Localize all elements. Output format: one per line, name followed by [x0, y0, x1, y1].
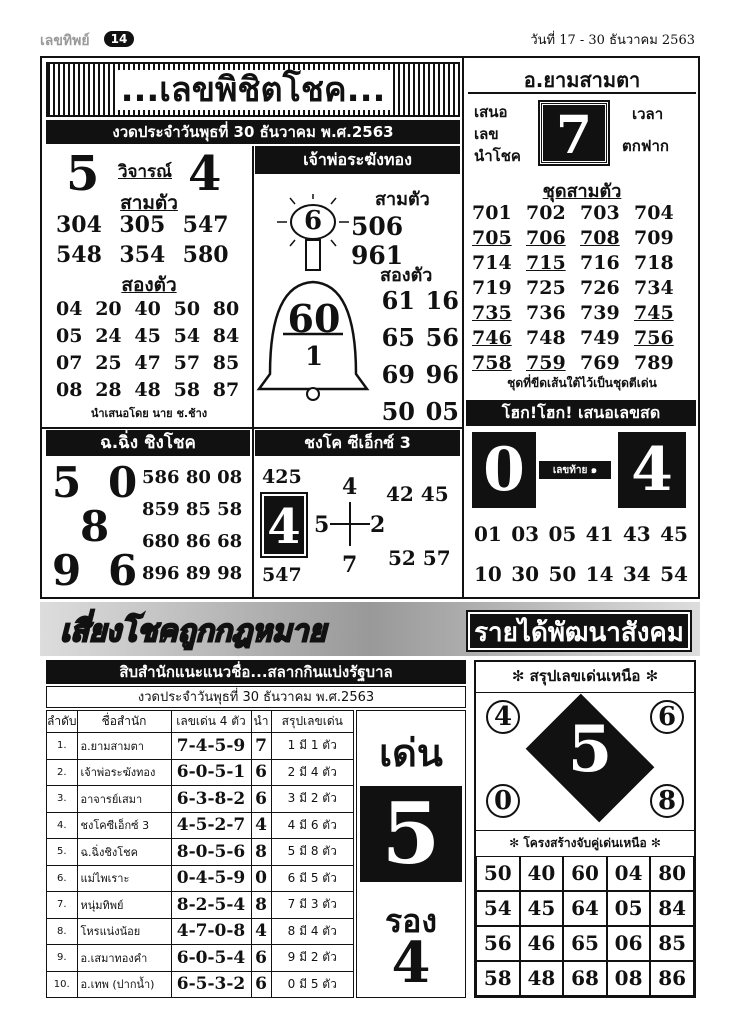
p5-c7: 7: [342, 552, 358, 578]
p3-set: 706: [526, 227, 566, 249]
p1-three-1: 305: [119, 212, 166, 238]
p3-l2: เลข: [474, 125, 499, 143]
p1-two: 05: [56, 325, 83, 347]
p3-set: 746: [472, 327, 512, 349]
table-row: [47, 812, 354, 839]
p1-two: 84: [212, 325, 240, 347]
den-number: 5: [360, 786, 462, 882]
p6-big0: 0: [472, 432, 536, 508]
th: ลำดับ: [47, 711, 78, 733]
table-subtitle: งวดประจำวันพุธที่ 30 ธันวาคม พ.ศ.2563: [46, 686, 466, 708]
table-cell: 8: [251, 892, 271, 919]
p3-set: 789: [634, 352, 674, 374]
p1-three-5: 580: [182, 242, 229, 268]
p3-set: 769: [580, 352, 620, 374]
p1-p2-divider: [252, 146, 254, 598]
table-cell: เจ้าพ่อระฆังทอง: [77, 759, 171, 786]
table-cell: 6: [251, 759, 271, 786]
p3-set: 756: [634, 327, 674, 349]
table-row: [47, 865, 354, 892]
rong-label: รอง: [384, 902, 438, 940]
p4-d0: 5: [52, 458, 82, 507]
p3-set: 714: [472, 252, 512, 274]
table-cell: 8.: [47, 918, 78, 945]
p1-two: 45: [134, 325, 161, 347]
p1-two-label: สองตัว: [121, 274, 177, 296]
p1-three-grid: [56, 212, 246, 268]
p2-three: 506 961: [351, 212, 404, 270]
circle-tr: 6: [650, 700, 684, 734]
p5-c5: 5: [314, 512, 330, 538]
p1-two: 85: [212, 352, 240, 374]
p4-row: 586 80 08: [142, 467, 243, 488]
p6-n: 43: [622, 522, 651, 546]
p1-vijarn: วิจารณ์: [118, 162, 172, 182]
table-cell: 4-7-0-8: [171, 918, 251, 945]
p6-n: 01: [474, 522, 502, 546]
p3-r1: เวลา: [632, 105, 664, 123]
p1-two: 57: [173, 352, 201, 374]
p2-two: 61: [381, 286, 415, 315]
table-cell: ฉ.ฉิ่งชิงโชค: [77, 839, 171, 866]
p3-set: 702: [526, 202, 566, 224]
p1-panel: [46, 146, 252, 426]
p1-two: 40: [134, 298, 161, 320]
table-cell: 6-3-8-2: [171, 786, 251, 813]
p1-two: 28: [95, 379, 122, 401]
table-cell: 6: [251, 971, 271, 998]
table-row: [47, 839, 354, 866]
th: ชื่อสำนัก: [77, 711, 171, 733]
p5-547: 547: [262, 564, 302, 586]
pair: 46: [520, 926, 564, 961]
p6-row2: [474, 562, 688, 586]
p5-r2: 52 57: [388, 546, 451, 570]
p1-two: 80: [212, 298, 240, 320]
table-cell: อาจารย์เสมา: [77, 786, 171, 813]
p3-l3: นำโชค: [474, 147, 521, 165]
table-cell: 4-5-2-7: [171, 812, 251, 839]
p3-set: 726: [580, 277, 620, 299]
p4-rows: [142, 462, 242, 590]
table-cell: 1.: [47, 733, 78, 760]
p6-n: 45: [660, 522, 688, 546]
page-number: 14: [104, 31, 134, 47]
th: นำ: [251, 711, 271, 733]
p6-title: โฮก!โฮก! เสนอเลขสด: [466, 400, 696, 426]
p1-three-4: 354: [119, 242, 166, 268]
table-cell: 6: [251, 786, 271, 813]
p1-two: 25: [95, 352, 122, 374]
th: สรุปเลขเด่น: [271, 711, 353, 733]
table-cell: 7: [251, 733, 271, 760]
p6-row1: [474, 522, 688, 546]
p1-two: 50: [173, 298, 201, 320]
p3-set: 719: [472, 277, 512, 299]
p1-two: 20: [95, 298, 122, 320]
p2-two: 65: [381, 323, 415, 352]
pair: 54: [476, 891, 520, 926]
p1-three-label: สามตัว: [120, 192, 178, 214]
p1-left-big: 5: [66, 146, 100, 202]
p2-panel: [255, 176, 460, 426]
brand-logo: เลขทิพย์: [40, 33, 90, 49]
pair-grid: [476, 856, 694, 996]
table-cell: 0 มี 5 ตัว: [271, 971, 353, 998]
pair: 40: [520, 856, 564, 891]
ranking-table: [46, 710, 354, 998]
p3-big: 7: [540, 102, 608, 164]
p3-set: 736: [526, 302, 566, 324]
table-cell: 2 มี 4 ตัว: [271, 759, 353, 786]
p6-n: 10: [474, 562, 502, 586]
table-row: [47, 971, 354, 998]
p1-three-0: 304: [56, 212, 102, 238]
p3-set: 735: [472, 302, 512, 324]
circle-br: 8: [650, 784, 684, 818]
p3-set: 703: [580, 202, 620, 224]
p4-d1: 0: [108, 458, 138, 507]
p6-n: 05: [548, 522, 577, 546]
p3-set: 745: [634, 302, 674, 324]
p6-n: 54: [660, 562, 688, 586]
grid-title: ✻ โครงสร้างจับคู่เด่นเหนือ ✻: [476, 830, 694, 857]
p6-n: 41: [585, 522, 614, 546]
p6-big4: 4: [618, 432, 686, 508]
p3-set-label: ชุดสามตัว: [542, 181, 622, 202]
p1-two: 87: [212, 379, 240, 401]
table-cell: 7-4-5-9: [171, 733, 251, 760]
p3-r2: ตกฟาก: [622, 137, 669, 155]
pair: 86: [650, 961, 694, 996]
issue-date: วันที่ 17 - 30 ธันวาคม 2563: [530, 33, 695, 48]
p5-big: 4: [262, 494, 306, 556]
p3-set: 758: [472, 352, 512, 374]
table-row: [47, 892, 354, 919]
p3-set: 705: [472, 227, 512, 249]
pair: 48: [520, 961, 564, 996]
p3-divider: [462, 58, 464, 598]
p5-425: 425: [262, 466, 302, 488]
bell-bottom-digit: 1: [304, 342, 324, 372]
den-label: เด่น: [379, 731, 443, 775]
grid-title-text: โครงสร้างจับคู่เด่นเหนือ: [523, 836, 647, 850]
table-cell: 4: [251, 812, 271, 839]
p4-d4: 6: [108, 546, 138, 595]
table-cell: 0-4-5-9: [171, 865, 251, 892]
p3-set: 716: [580, 252, 620, 274]
p1-two: 48: [134, 379, 161, 401]
table-cell: อ.เทพ (ปากน้ำ): [77, 971, 171, 998]
p6-n: 50: [548, 562, 577, 586]
bell-num: 60: [287, 296, 341, 341]
p3-set: 739: [580, 302, 620, 324]
p4-d3: 9: [52, 546, 82, 595]
p6-n: 34: [622, 562, 651, 586]
banner-left: เสี่ยงโชคถูกกฎหมาย: [60, 614, 326, 649]
p3-title: อ.ยามสามตา: [523, 68, 641, 92]
p3-set: 704: [634, 202, 674, 224]
table-cell: 3.: [47, 786, 78, 813]
pair: 60: [563, 856, 607, 891]
pair: 08: [607, 961, 651, 996]
p1-right-big: 4: [188, 146, 222, 202]
p1-two: 58: [173, 379, 201, 401]
circle-tl: 4: [486, 700, 520, 734]
p3-set: 759: [526, 352, 566, 374]
p1-presenter: นำเสนอโดย นาย ช.ช้าง: [90, 407, 208, 420]
table-cell: 6.: [47, 865, 78, 892]
bell-top-digit: 6: [303, 206, 323, 236]
p3-set: 701: [472, 202, 512, 224]
pair: 85: [650, 926, 694, 961]
p1-three-3: 548: [56, 242, 102, 268]
p3-set: 725: [526, 277, 566, 299]
p1-subtitle: งวดประจำวันพุธที่ 30 ธันวาคม พ.ศ.2563: [46, 120, 460, 144]
p5-r1: 42 45: [386, 482, 449, 506]
cross-horizontal: [330, 523, 370, 525]
table-cell: 10.: [47, 971, 78, 998]
diamond-center: 5: [567, 712, 613, 787]
p3-note: ชุดที่ขีดเส้นใต้ไว้เป็นชุดตีเด่น: [507, 376, 657, 390]
table-cell: 1 มี 1 ตัว: [271, 733, 353, 760]
table-cell: อ.ยามสามตา: [77, 733, 171, 760]
p2-three-label: สามตัว: [375, 189, 430, 210]
p6-n: 03: [511, 522, 540, 546]
p2-two: 16: [425, 286, 459, 315]
table-cell: 4 มี 6 ตัว: [271, 812, 353, 839]
table-cell: 8: [251, 839, 271, 866]
p3-set: 709: [634, 227, 674, 249]
p2-two: 56: [425, 323, 459, 352]
p3-l1: เสนอ: [474, 103, 508, 121]
table-cell: แม่ไพเราะ: [77, 865, 171, 892]
table-cell: 9.: [47, 945, 78, 972]
p6-mid: เลขท้าย ๑: [538, 460, 612, 480]
table-cell: 6-5-3-2: [171, 971, 251, 998]
table-cell: 6: [251, 945, 271, 972]
pair: 50: [476, 856, 520, 891]
table-cell: 6-0-5-4: [171, 945, 251, 972]
pair: 84: [650, 891, 694, 926]
p1-two-grid: [56, 298, 252, 401]
pair: 56: [476, 926, 520, 961]
summary-title-text: สรุปเลขเด่นเหนือ: [529, 667, 641, 685]
table-cell: 9 มี 2 ตัว: [271, 945, 353, 972]
p3-set: 734: [634, 277, 674, 299]
p2-two: 96: [425, 360, 459, 389]
p1-two: 08: [56, 379, 83, 401]
p4-row: 859 85 58: [142, 499, 243, 520]
p3-set: 718: [634, 252, 674, 274]
table-cell: 4: [251, 918, 271, 945]
table-cell: 7 มี 3 ตัว: [271, 892, 353, 919]
pair: 80: [650, 856, 694, 891]
pair: 45: [520, 891, 564, 926]
pair: 05: [607, 891, 651, 926]
table-row: [47, 918, 354, 945]
p1-two: 04: [56, 298, 83, 320]
table-cell: 4.: [47, 812, 78, 839]
table-cell: 5.: [47, 839, 78, 866]
p3-set: 715: [526, 252, 566, 274]
table-row: [47, 733, 354, 760]
table-cell: อ.เสมาทองคำ: [77, 945, 171, 972]
p1-two: 07: [56, 352, 83, 374]
p4-title: ฉ.ฉิ่ง ชิงโชค: [46, 430, 250, 456]
p2-two: 50: [381, 397, 415, 426]
p3-set: 749: [580, 327, 620, 349]
p2-two-grid: [371, 286, 459, 426]
p2-two: 05: [425, 397, 459, 426]
pair: 06: [607, 926, 651, 961]
p4-row: 896 89 98: [142, 563, 243, 584]
table-cell: 3 มี 2 ตัว: [271, 786, 353, 813]
p5-c2: 2: [370, 512, 386, 538]
p3-set: 708: [580, 227, 620, 249]
pair: 64: [563, 891, 607, 926]
circle-bl: 0: [486, 784, 520, 818]
p1-two: 54: [173, 325, 201, 347]
table-cell: 2.: [47, 759, 78, 786]
table-cell: 7.: [47, 892, 78, 919]
banner-right: รายได้พัฒนาสังคม: [468, 612, 690, 650]
table-cell: โหรแน่งน้อย: [77, 918, 171, 945]
table-cell: 5 มี 8 ตัว: [271, 839, 353, 866]
p2-two: 69: [381, 360, 415, 389]
p6-n: 30: [511, 562, 540, 586]
rong-number: 4: [391, 930, 431, 996]
table-cell: หนุ่มทิพย์: [77, 892, 171, 919]
table-title: สิบสำนักแนะแนวชื่อ...สลากกินแบ่งรัฐบาล: [46, 660, 466, 684]
p5-c4: 4: [342, 474, 358, 500]
p6-n: 14: [585, 562, 614, 586]
p4-d2: 8: [80, 502, 110, 551]
table-row: [47, 945, 354, 972]
pair: 65: [563, 926, 607, 961]
p3-set: 748: [526, 327, 566, 349]
table-cell: 6 มี 5 ตัว: [271, 865, 353, 892]
p3-title-rule: [468, 92, 696, 94]
p2-two-label: สองตัว: [380, 265, 433, 286]
p3-set-grid: [472, 202, 688, 374]
table-row: [47, 786, 354, 813]
table-cell: 6-0-5-1: [171, 759, 251, 786]
th: เลขเด่น 4 ตัว: [171, 711, 251, 733]
summary-title: ✻ สรุปเลขเด่นเหนือ ✻: [476, 664, 694, 693]
pair: 68: [563, 961, 607, 996]
table-cell: 8 มี 4 ตัว: [271, 918, 353, 945]
p2-title: เจ้าพ่อระฆังทอง: [255, 146, 460, 174]
table-cell: 8-0-5-6: [171, 839, 251, 866]
p1-two: 47: [134, 352, 161, 374]
table-cell: 0: [251, 865, 271, 892]
table-row: [47, 759, 354, 786]
p1-title: ...เลขพิชิตโชค...: [46, 62, 460, 117]
p1-two: 24: [95, 325, 122, 347]
p4-row: 680 86 68: [142, 531, 243, 552]
table-cell: ชงโคซีเอ็กซ์ 3: [77, 812, 171, 839]
table-cell: 8-2-5-4: [171, 892, 251, 919]
pair: 58: [476, 961, 520, 996]
p1-three-2: 547: [182, 212, 229, 238]
p5-title: ชงโค ซีเอ็กซ์ 3: [255, 430, 460, 456]
pair: 04: [607, 856, 651, 891]
